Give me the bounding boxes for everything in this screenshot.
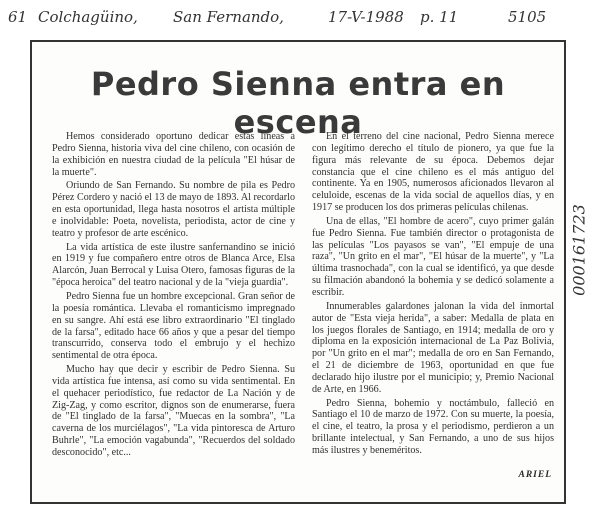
article-paragraph: Mucho hay que decir y escribir de Pedro Sienna. Su vida artística fue intensa, así como su vida sentimental. En el quehacer periodístico, fue redactor de La Nación y de Zig-Zag, y como escritor, dignos son de enumerarse, fuera de "El tinglado de la farsa", "Muecas en la sombra", "La caverna de los murciélagos", "La vida pintoresca de Arturo Buhrle", "La emoción vagabunda", "Recuerdos del soldado desconocido", etc... (52, 364, 295, 458)
article-paragraph: Hemos considerado oportuno dedicar estas líneas a Pedro Sienna, historia viva del cine chileno, con ocasión de la exhibición en nuestra ciudad de la película "El húsar de la muerte". (52, 131, 295, 178)
article-headline: Pedro Sienna entra en escena (90, 65, 506, 141)
article-paragraph: En el terreno del cine nacional, Pedro Sienna merece con legítimo derecho el título de pionero, ya que fue la figura más relevante de su época. Debemos dejar constancia que el cine chileno es el más antiguo del continente. Ya en 1905, numerosos aficionados llevaron al celuloide, escenas de la vida social de aquellos días, y en 1917 se producen los dos primeras películas chilenas. (312, 131, 554, 214)
handwritten-publication: Colchagüino, (38, 8, 138, 26)
article-paragraph: Pedro Sienna, bohemio y noctámbulo, falleció en Santiago el 10 de marzo de 1972. Con su muerte, la poesía, el cine, el teatro, la prosa y el periodismo, perdieron a un brillante intelectual, y San Fernando, a uno de sus hijos más ilustres y beneméritos. (312, 397, 554, 456)
article-column-right (312, 131, 554, 459)
article-clipping (30, 40, 566, 504)
article-paragraph: Innumerables galardones jalonan la vida del inmortal autor de "Esta vieja herida", a saber: Medalla de plata en los juegos florales de Santiago, en 1914; medalla de oro y diploma en la exposición internacional de La Paz Bolivia, por "Un grito en el mar"; medalla de oro en San Fernando, el 21 de diciembre de 1963, oportunidad en que fue declarado hijo ilustre por el municipio; y, Premio Nacional de Arte, en 1966. (312, 300, 554, 395)
handwritten-page: p. 11 (420, 8, 459, 26)
handwritten-place: San Fernando, (173, 8, 284, 26)
article-paragraph: Oriundo de San Fernando. Su nombre de pila es Pedro Pérez Cordero y nació el 13 de mayo de 1893. Al recordarlo en esta oportunidad, llega hasta nosotros el artista múltiple e inolvidable: Poeta, novelista, periodista, actor de cine y teatro y profesor de arte escénico. (52, 180, 295, 239)
handwritten-side-note (559, 185, 599, 315)
side-note-text: 000161723 (569, 204, 589, 296)
handwritten-header (8, 4, 548, 30)
article-paragraph: La vida artística de este ilustre sanfernandino se inició en 1919 y fue compañero entre otros de Blanca Arce, Elsa Alarcón, Juan Berrocal y Luisa Otero, famosas figuras de la "época heroica" del teatro nacional y de la "vieja guardia". (52, 241, 295, 289)
article-column-left (52, 131, 295, 461)
handwritten-number: 61 (8, 8, 28, 26)
handwritten-date: 17-V-1988 (328, 8, 404, 26)
article-paragraph: Pedro Sienna fue un hombre excepcional. Gran señor de la poesía romántica. Llevaba el romanticismo impregnado en su sangre. Ahí está ese libro extraordinario "El tinglado de la farsa", editado hace 66 años y que a pesar del tiempo transcurrido, conserva todo el embrujo y el hechizo sentimental de otra época. (52, 290, 295, 362)
handwritten-code: 5105 (508, 8, 547, 26)
article-signature: ARIEL (518, 470, 552, 480)
article-paragraph: Una de ellas, "El hombre de acero", cuyo primer galán fue Pedro Sienna. Fue también director o protagonista de las películas "Los payasos se van", "El empuje de una raza", "Un grito en el mar", "El húsar de la muerte", y "La última trasnochada", con la cual se identificó, ya que desde su filmación abandonó la bohemia y se dedicó solamente a escribir. (312, 215, 554, 298)
